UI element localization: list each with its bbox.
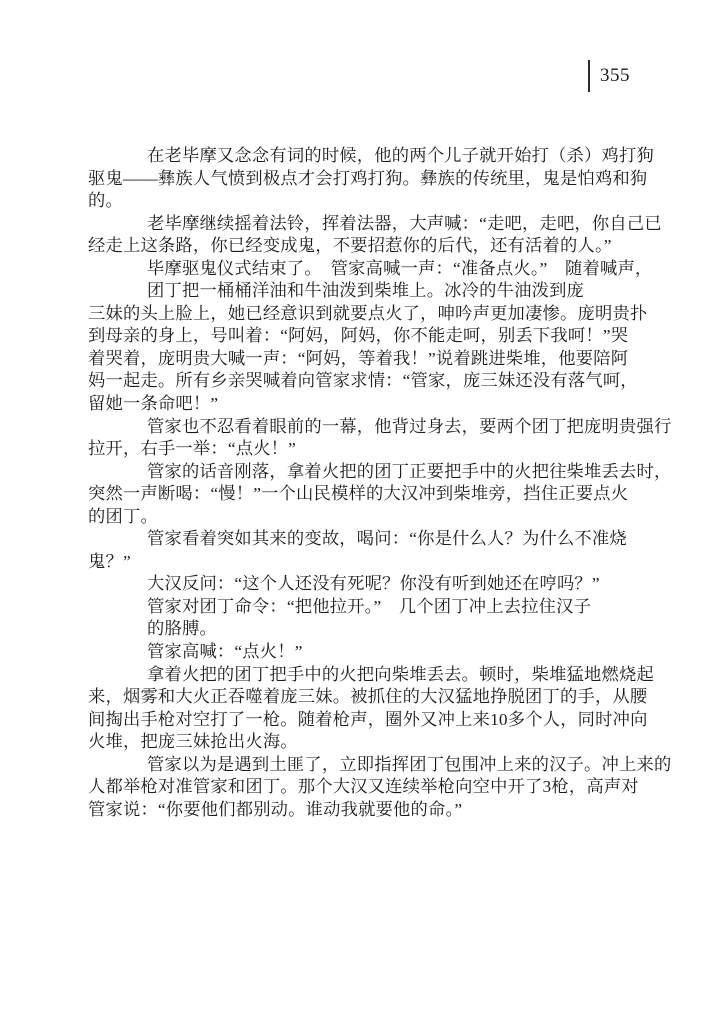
text-line: 大汉反问：“这个人还没有死呢？你没有听到她还在哼吗？”: [147, 574, 600, 594]
text-line: 妈一起走。所有乡亲哭喊着向管家求情：“管家，庞三妹还没有落气呵，: [88, 371, 638, 391]
text-line: 拉开，右手一举：“点火！”: [88, 439, 297, 459]
text-line: 在老毕摩又念念有词的时候，他的两个儿子就开始打（杀）鸡打狗: [147, 146, 654, 165]
text-line: 管家看着突如其来的变故，喝问：“你是什么人？为什么不准烧: [147, 529, 627, 549]
text-line: 拿着火把的团丁把手中的火把向柴堆丢去。顿时，柴堆猛地燃烧起: [147, 664, 654, 684]
text-line: 管家以为是遇到土匪了，立即指挥团丁包围冲上来的汉子。冲上来的: [147, 754, 672, 774]
text-line: 的团丁。: [88, 506, 158, 526]
text-line: 间掏出手枪对空打了一枪。随着枪声，圈外又冲上来10多个人，同时冲向: [88, 709, 648, 729]
text-line: 驱鬼——彝族人气愤到极点才会打鸡打狗。彝族的传统里，鬼是怕鸡和狗: [88, 168, 648, 188]
text-line: 团丁把一桶桶洋油和牛油泼到柴堆上。冰冷的牛油泼到庞: [147, 281, 585, 301]
text-line: 鬼？”: [88, 551, 131, 571]
text-line: 管家也不忍看着眼前的一幕，他背过身去，要两个团丁把庞明贵强行: [147, 416, 672, 436]
text-line: 火堆，把庞三妹抢出火海。: [88, 732, 298, 752]
page-number: [588, 60, 630, 92]
text-line: 老毕摩继续摇着法铃，挥着法器，大声喊：“走吧，走吧，你自己已: [147, 213, 662, 233]
page-number-value: 355: [600, 65, 630, 86]
text-line: 人都举枪对准管家和团丁。那个大汉又连续举枪向空中开了3枪，高声对: [88, 777, 639, 797]
text-line: 管家高喊：“点火！”: [147, 642, 303, 662]
text-line: 的胳膊。: [147, 619, 217, 639]
text-line: 的。: [88, 191, 123, 211]
text-line: 管家对团丁命令：“把他拉开。” 几个团丁冲上去拉住汉子: [147, 596, 592, 616]
text-line: 来，烟雾和大火正吞噬着庞三妹。被抓住的大汉猛地挣脱团丁的手，从腰: [88, 687, 648, 707]
text-line: 管家说：“你要他们都别动。谁动我就要他的命。”: [88, 799, 463, 819]
text-line: 毕摩驱鬼仪式结束了。 管家高喊一声：“准备点火。” 随着喊声，: [147, 258, 653, 278]
text-line: 留她一条命吧！”: [88, 394, 219, 414]
text-line: 三妹的头上脸上，她已经意识到就要点火了，呻吟声更加凄惨。庞明贵扑: [88, 303, 648, 323]
text-line: 经走上这条路，你已经变成鬼，不要招惹你的后代，还有活着的人。”: [88, 236, 612, 256]
text-line: 着哭着，庞明贵大喊一声：“阿妈，等着我！”说着跳进柴堆，他要陪阿: [88, 348, 629, 368]
text-line: 到母亲的身上，号叫着：“阿妈，阿妈，你不能走呵，别丢下我呵！”哭: [88, 326, 629, 346]
text-line: 突然一声断喝：“慢！”一个山民模样的大汉冲到柴堆旁，挡住正要点火: [88, 484, 629, 504]
body-text: [88, 145, 672, 821]
text-line: 管家的话音刚落，拿着火把的团丁正要把手中的火把往柴堆丢去时，: [147, 461, 672, 481]
